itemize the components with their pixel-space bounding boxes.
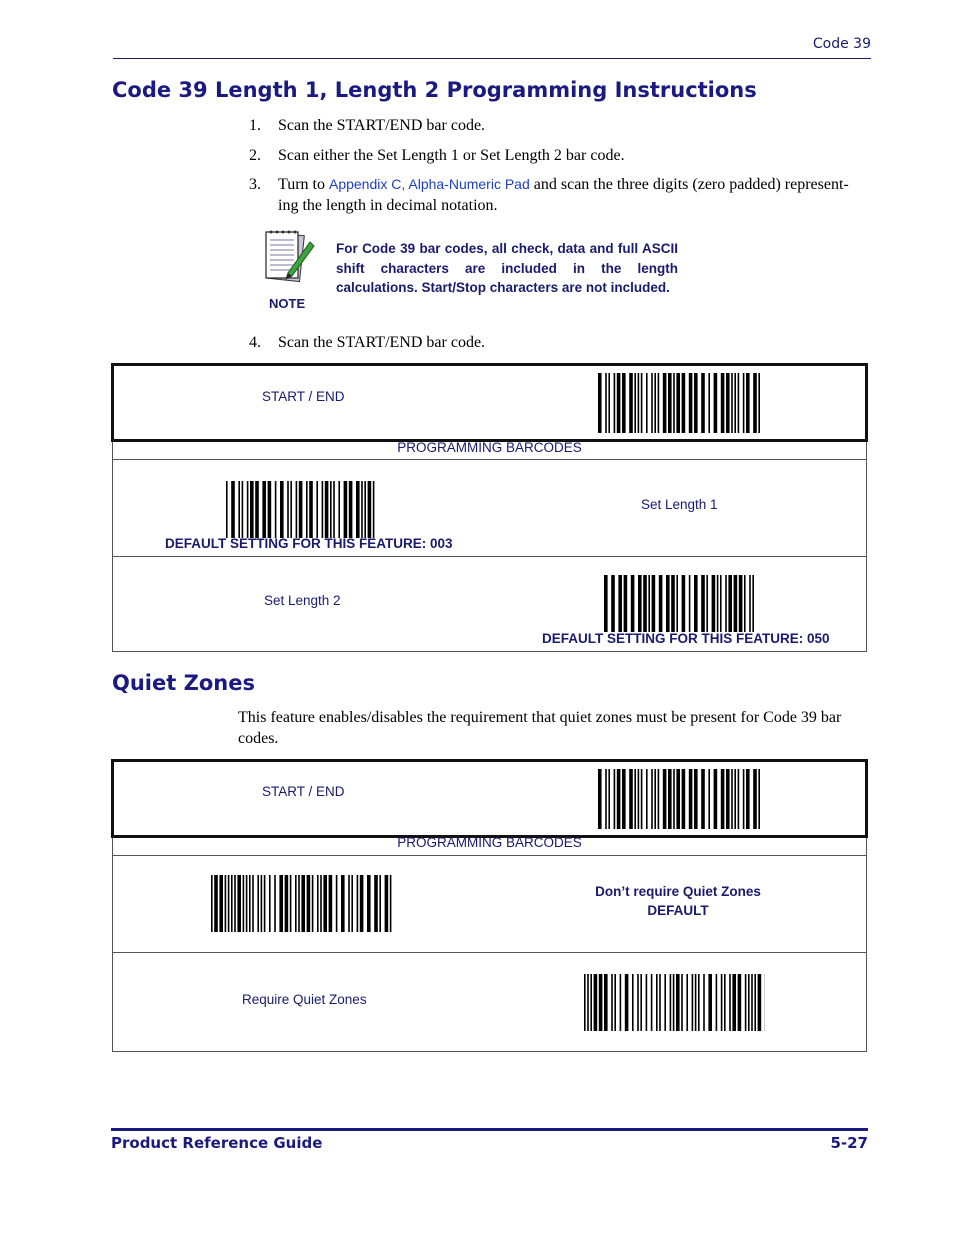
quiet-zones-description-line2: codes. [238,730,279,747]
footer-rule [111,1128,868,1131]
running-header: Code 39 [812,36,871,52]
start-end-barcode-1[interactable] [598,373,760,433]
note-label: NOTE [269,296,306,311]
set-length-2-barcode[interactable] [604,575,754,632]
dont-require-quiet-zones-label: Don’t require Quiet Zones [595,884,761,899]
set-length-1-label: Set Length 1 [641,497,718,512]
default-setting-1: DEFAULT SETTING FOR THIS FEATURE: 003 [165,536,453,551]
header-rule [113,58,871,59]
note-text: For Code 39 bar codes, all check, data and full ASCII shift characters are included in the length calculations. Start/Stop characters are not included. [336,241,678,295]
step-1: 1. Scan the START/END bar code. [249,117,486,134]
require-quiet-zones-barcode[interactable] [584,974,765,1031]
table-caption-2: PROGRAMMING BARCODES [397,835,582,850]
step-4: 4. Scan the START/END bar code. [249,334,486,351]
quiet-zones-description: This feature enables/disables the requirement that quiet zones must be present for Code 39 bar [238,709,842,726]
dont-require-quiet-zones-barcode[interactable] [211,875,392,932]
default-setting-2: DEFAULT SETTING FOR THIS FEATURE: 050 [542,631,830,646]
table-caption-1: PROGRAMMING BARCODES [397,440,582,455]
step-3-line2: ing the length in decimal notation. [278,197,498,214]
default-label: DEFAULT [647,903,709,918]
notepad-icon [262,228,316,288]
section-title-quiet-zones: Quiet Zones [112,671,255,695]
appendix-c-link[interactable]: Appendix C, Alpha-Numeric Pad [328,176,530,192]
row-divider [112,459,867,460]
start-end-barcode-2[interactable] [598,769,760,829]
start-end-label-2: START / END [262,784,345,799]
step-2: 2. Scan either the Set Length 1 or Set Length 2 bar code. [249,147,625,164]
section-title-length: Code 39 Length 1, Length 2 Programming Instructions [112,78,757,102]
row-divider [112,952,867,953]
step-3: 3. Turn to Appendix C, Alpha-Numeric Pad and scan the three digits (zero padded) represent- [249,176,849,193]
set-length-2-label: Set Length 2 [264,593,341,608]
footer-guide-title: Product Reference Guide [111,1134,323,1152]
set-length-1-barcode[interactable] [226,481,376,538]
require-quiet-zones-label: Require Quiet Zones [242,992,367,1007]
row-divider [112,556,867,557]
page-number: 5-27 [830,1134,868,1152]
start-end-label-1: START / END [262,389,345,404]
row-divider [112,855,867,856]
